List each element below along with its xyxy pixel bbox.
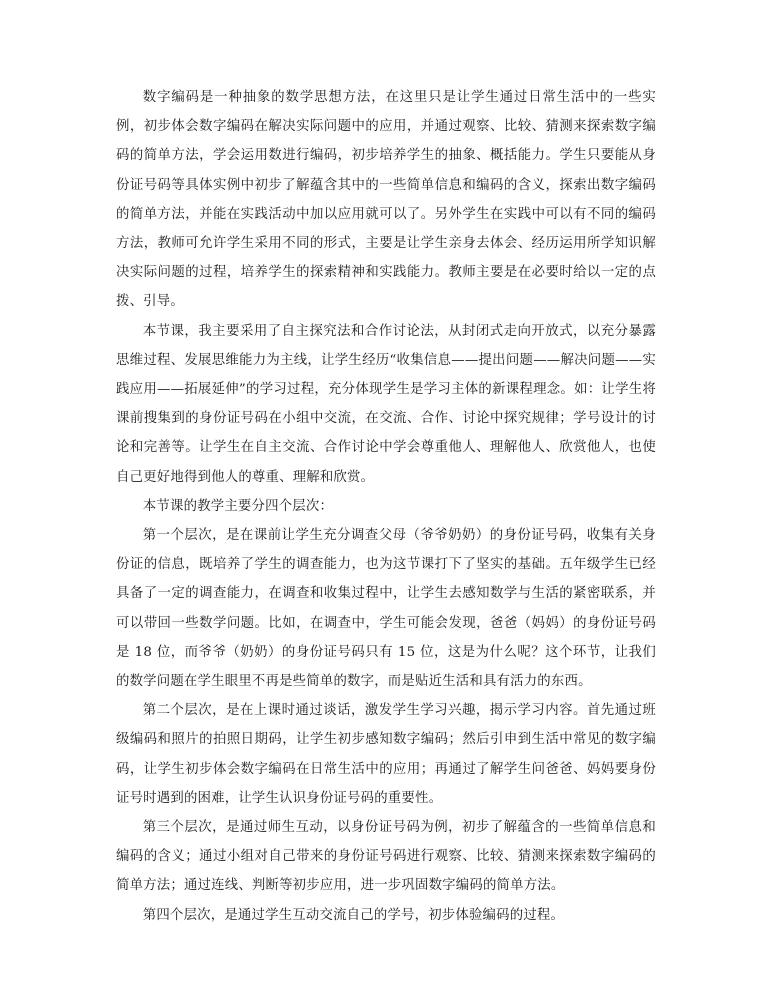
paragraph-method: 本节课，我主要采用了自主探究法和合作讨论法，从封闭式走向开放式，以充分暴露思维过程、发展思维能力为主线，让学生经历“收集信息——提出问题——解决问题——实践应用——拓展延伸”的学习过程，充分体现学生是学习主体的新课程理念。如：让学生将课前搜集到的身份证号码在小组中交流，在交流、合作、讨论中探究规律；学号设计的讨论和完善等。让学生在自主交流、合作讨论中学会尊重他人、理解他人、欣赏他人，也使自己更好地得到他人的尊重、理解和欣赏。 — [116, 323, 656, 485]
paragraph-intro: 数字编码是一种抽象的数学思想方法，在这里只是让学生通过日常生活中的一些实例，初步体会数字编码在解决实际问题中的应用，并通过观察、比较、猜测来探索数字编码的简单方法，学会运用数进行编码，初步培养学生的抽象、概括能力。学生只要能从身份证号码等具体实例中初步了解蕴含其中的一些简单信息和编码的含义，探索出数字编码的简单方法，并能在实践活动中加以应用就可以了。另外学生在实践中可以有不同的编码方法，教师可允许学生采用不同的形式，主要是让学生亲身去体会、经历运用所学知识解决实际问题的过程，培养学生的探索精神和实践能力。教师主要是在必要时给以一定的点拨、引导。 — [116, 90, 656, 310]
paragraph-level-two: 第二个层次，是在上课时通过谈话，激发学生学习兴趣，揭示学习内容。首先通过班级编码和照片的拍照日期码，让学生初步感知数字编码；然后引申到生活中常见的数字编码，让学生初步体会数字编码在日常生活中的应用；再通过了解学生问爸爸、妈妈要身份证号时遇到的困难，让学生认识身份证号码的重要性。 — [116, 703, 656, 806]
paragraph-level-one: 第一个层次，是在课前让学生充分调查父母（爷爷奶奶）的身份证号码，收集有关身份证的信息，既培养了学生的调查能力，也为这节课打下了坚实的基础。五年级学生已经具备了一定的调查能力，在调查和收集过程中，让学生去感知数学与生活的紧密联系，并可以带回一些数学问题。比如，在调查中，学生可能会发现，爸爸（妈妈）的身份证号码是 18 位，而爷爷（奶奶）的身份证号码只有 15 位，这是为什么呢？这个环节，让我们的数学问题在学生眼里不再是些简单的数字，而是贴近生活和具有活力的东西。 — [116, 528, 656, 690]
paragraph-levels-heading: 本节课的教学主要分四个层次： — [142, 498, 334, 514]
paragraph-level-three: 第三个层次，是通过师生互动，以身份证号码为例，初步了解蕴含的一些简单信息和编码的含义；通过小组对自己带来的身份证号码进行观察、比较、猜测来探索数字编码的简单方法；通过连线、判断等初步应用，进一步巩固数字编码的简单方法。 — [116, 820, 656, 894]
paragraph-level-four: 第四个层次，是通过学生互动交流自己的学号，初步体验编码的过程。 — [142, 907, 565, 923]
document-body — [116, 83, 656, 930]
